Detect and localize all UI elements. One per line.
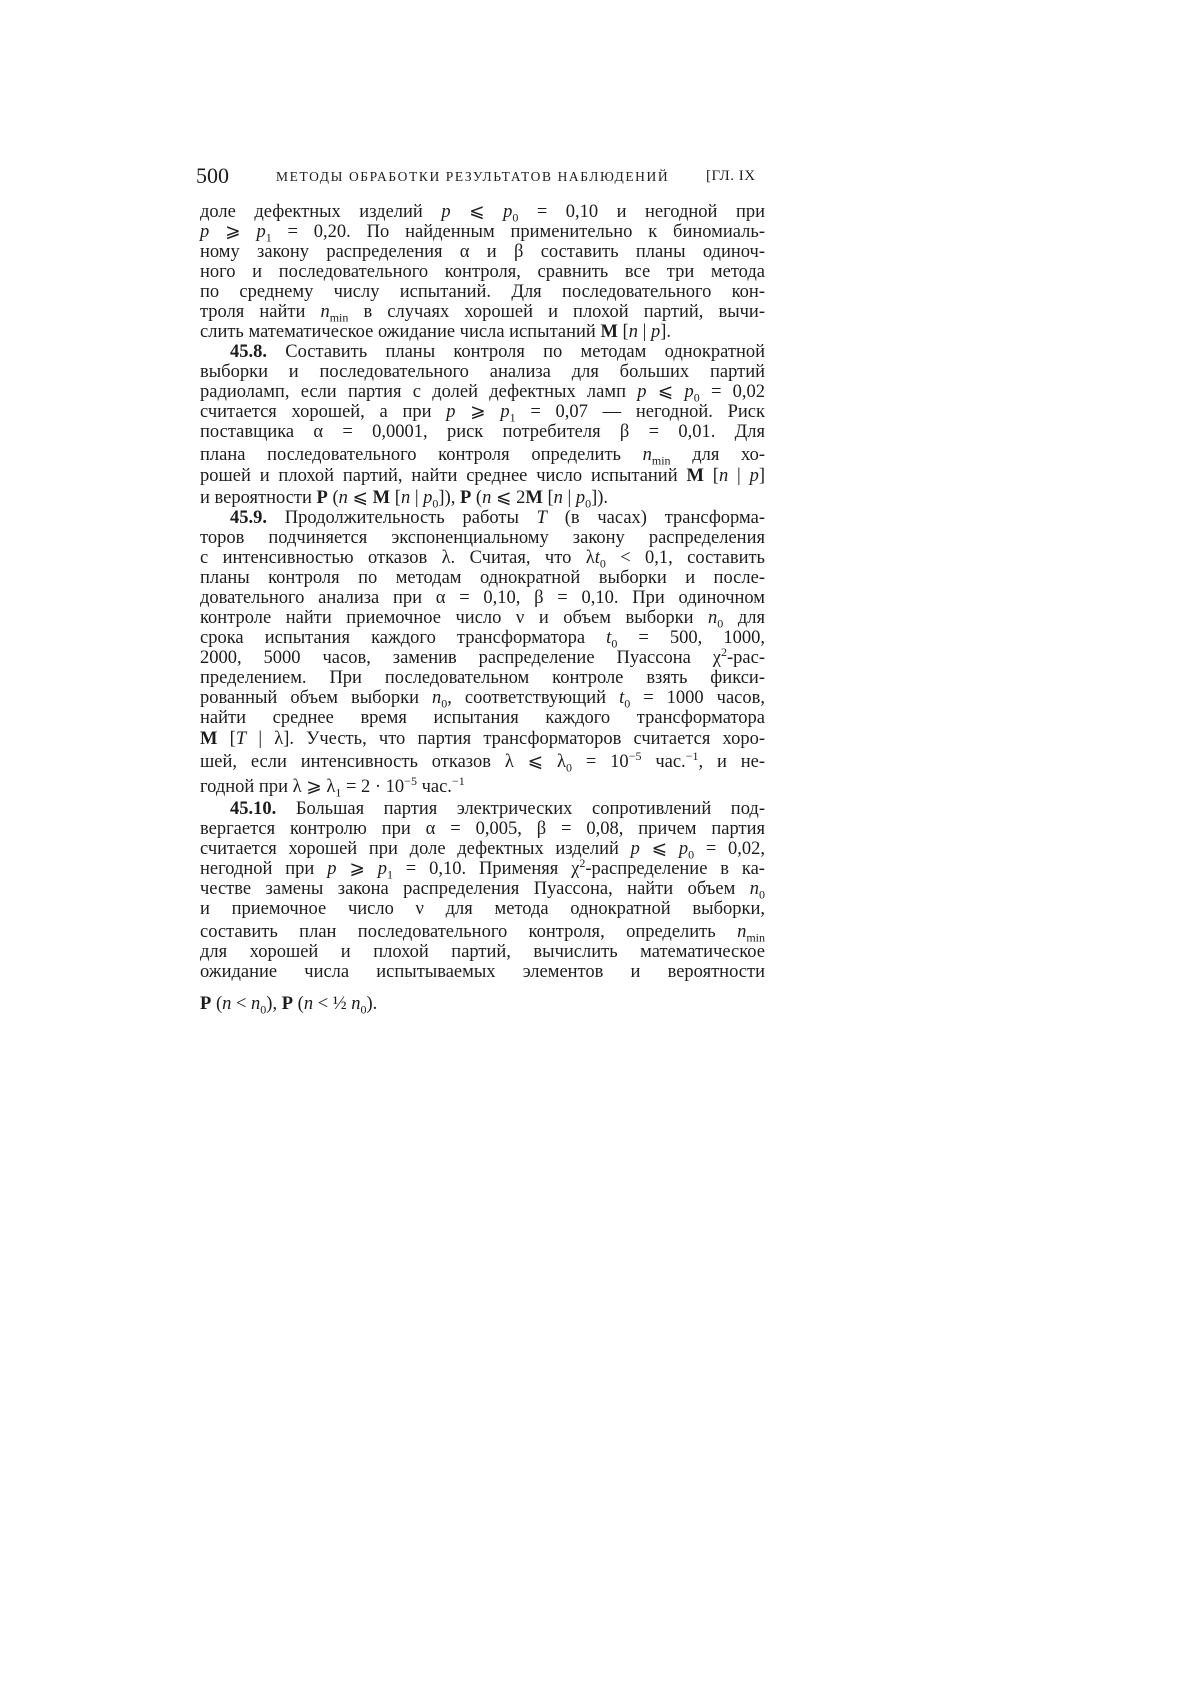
- text-line: p ⩾ $p_1 = 0,20$. По найденным применительно к биномиаль-: [200, 222, 765, 245]
- text-line: годной при λ ⩾ $\lambda_1 = 2 \cdot 10^{-5}$ час.$^{-1}$: [200, 773, 465, 800]
- text-line: довательного анализа при α = 0,10, β = 0,10. При одиночном: [200, 588, 765, 608]
- text-line: радиоламп, если партия с долей дефектных ламп p ⩽ $p_0 = 0,02$: [200, 382, 765, 405]
- text-line: составить план последовательного контроля, определить $n_{min}$: [200, 922, 765, 945]
- problem-45-10-start: 45.10. Большая партия электрических сопротивлений под-: [230, 799, 765, 819]
- text-line: для хорошей и плохой партий, вычислить математическое: [200, 942, 765, 962]
- text-line: рованный объем выборки $n_0$, соответствующий $t_0 = 1000$ часов,: [200, 688, 765, 711]
- text-line: и приемочное число ν для метода однократной выборки,: [200, 899, 765, 919]
- text-line: с интенсивностью отказов λ. Считая, что $\lambda t_0 < 0,1$, составить: [200, 548, 765, 571]
- text-line: планы контроля по методам однократной выборки и после-: [200, 568, 765, 588]
- text-line: ному закону распределения α и β составить планы одиноч-: [200, 242, 765, 262]
- problem-45-9-start: 45.9. Продолжительность работы T (в часах) трансформа-: [230, 508, 765, 528]
- text-line: слить математическое ожидание числа испытаний M [n | p].: [200, 322, 671, 342]
- text-line: считается хорошей, а при p ⩾ $p_1 = 0,07$ — негодной. Риск: [200, 402, 765, 425]
- text-line: срока испытания каждого трансформатора $t_0 = 500$, 1000,: [200, 628, 766, 651]
- text-line: считается хорошей при доле дефектных изделий p ⩽ $p_0 = 0,02$,: [200, 839, 765, 862]
- chapter-label: [ГЛ. IX: [706, 168, 756, 184]
- problem-45-8-start: 45.8. Составить планы контроля по методам однократной: [230, 342, 765, 362]
- text-line: негодной при p ⩾ $p_1 = 0,10$. Применяя $\chi^2$-распределение в ка-: [200, 855, 765, 882]
- running-header: [196, 163, 776, 193]
- text-line: выборки и последовательного анализа для больших партий: [200, 362, 765, 382]
- text-line: рошей и плохой партий, найти среднее число испытаний M [n | p]: [200, 466, 765, 486]
- text-line: 2000, 5000 часов, заменив распределение Пуассона $\chi^2-рас-$: [200, 644, 765, 668]
- text-line: контроле найти приемочное число ν и объем выборки $n_0$ для: [200, 608, 765, 631]
- text-line: M [T | λ]. Учесть, что партия трансформаторов считается хоро-: [200, 729, 765, 749]
- text-line: и вероятности P (n ⩽ M [n | $p_0$]), P (n ⩽ 2M [n | $p_0$]).: [200, 488, 609, 511]
- text-line: честве замены закона распределения Пуассона, найти объем $n_0$: [200, 879, 765, 902]
- text-line: по среднему числу испытаний. Для последовательного кон-: [200, 282, 765, 302]
- page-number: 500: [196, 163, 229, 188]
- text-line: поставщика α = 0,0001, риск потребителя β = 0,01. Для: [200, 422, 765, 442]
- text-line: ожидание числа испытываемых элементов и вероятности: [200, 962, 765, 982]
- text-line: найти среднее время испытания каждого трансформатора: [200, 708, 765, 728]
- text-line: доле дефектных изделий p ⩽ $p_0 = 0,10$ и негодной при: [200, 202, 765, 225]
- text-line: торов подчиняется экспоненциальному закону распределения: [200, 528, 765, 548]
- text-line: троля найти $n_{min}$ в случаях хорошей и плохой партий, вычи-: [200, 302, 765, 325]
- text-line: ного и последовательного контроля, сравнить все три метода: [200, 262, 765, 282]
- running-title: МЕТОДЫ ОБРАБОТКИ РЕЗУЛЬТАТОВ НАБЛЮДЕНИЙ: [276, 169, 670, 184]
- text-line: плана последовательного контроля определить $n_{min}$ для хо-: [200, 445, 765, 468]
- text-line: шей, если интенсивность отказов λ ⩽ $\lambda_0 = 10^{-5}$ час.$^{-1}$, и не-: [200, 748, 765, 775]
- text-line: вергается контролю при α = 0,005, β = 0,08, причем партия: [200, 819, 765, 839]
- text-line: пределением. При последовательном контроле взять фикси-: [200, 668, 765, 688]
- formula-line: P $(n < n_0)$, P (n < ½ $n_0$).: [200, 994, 378, 1017]
